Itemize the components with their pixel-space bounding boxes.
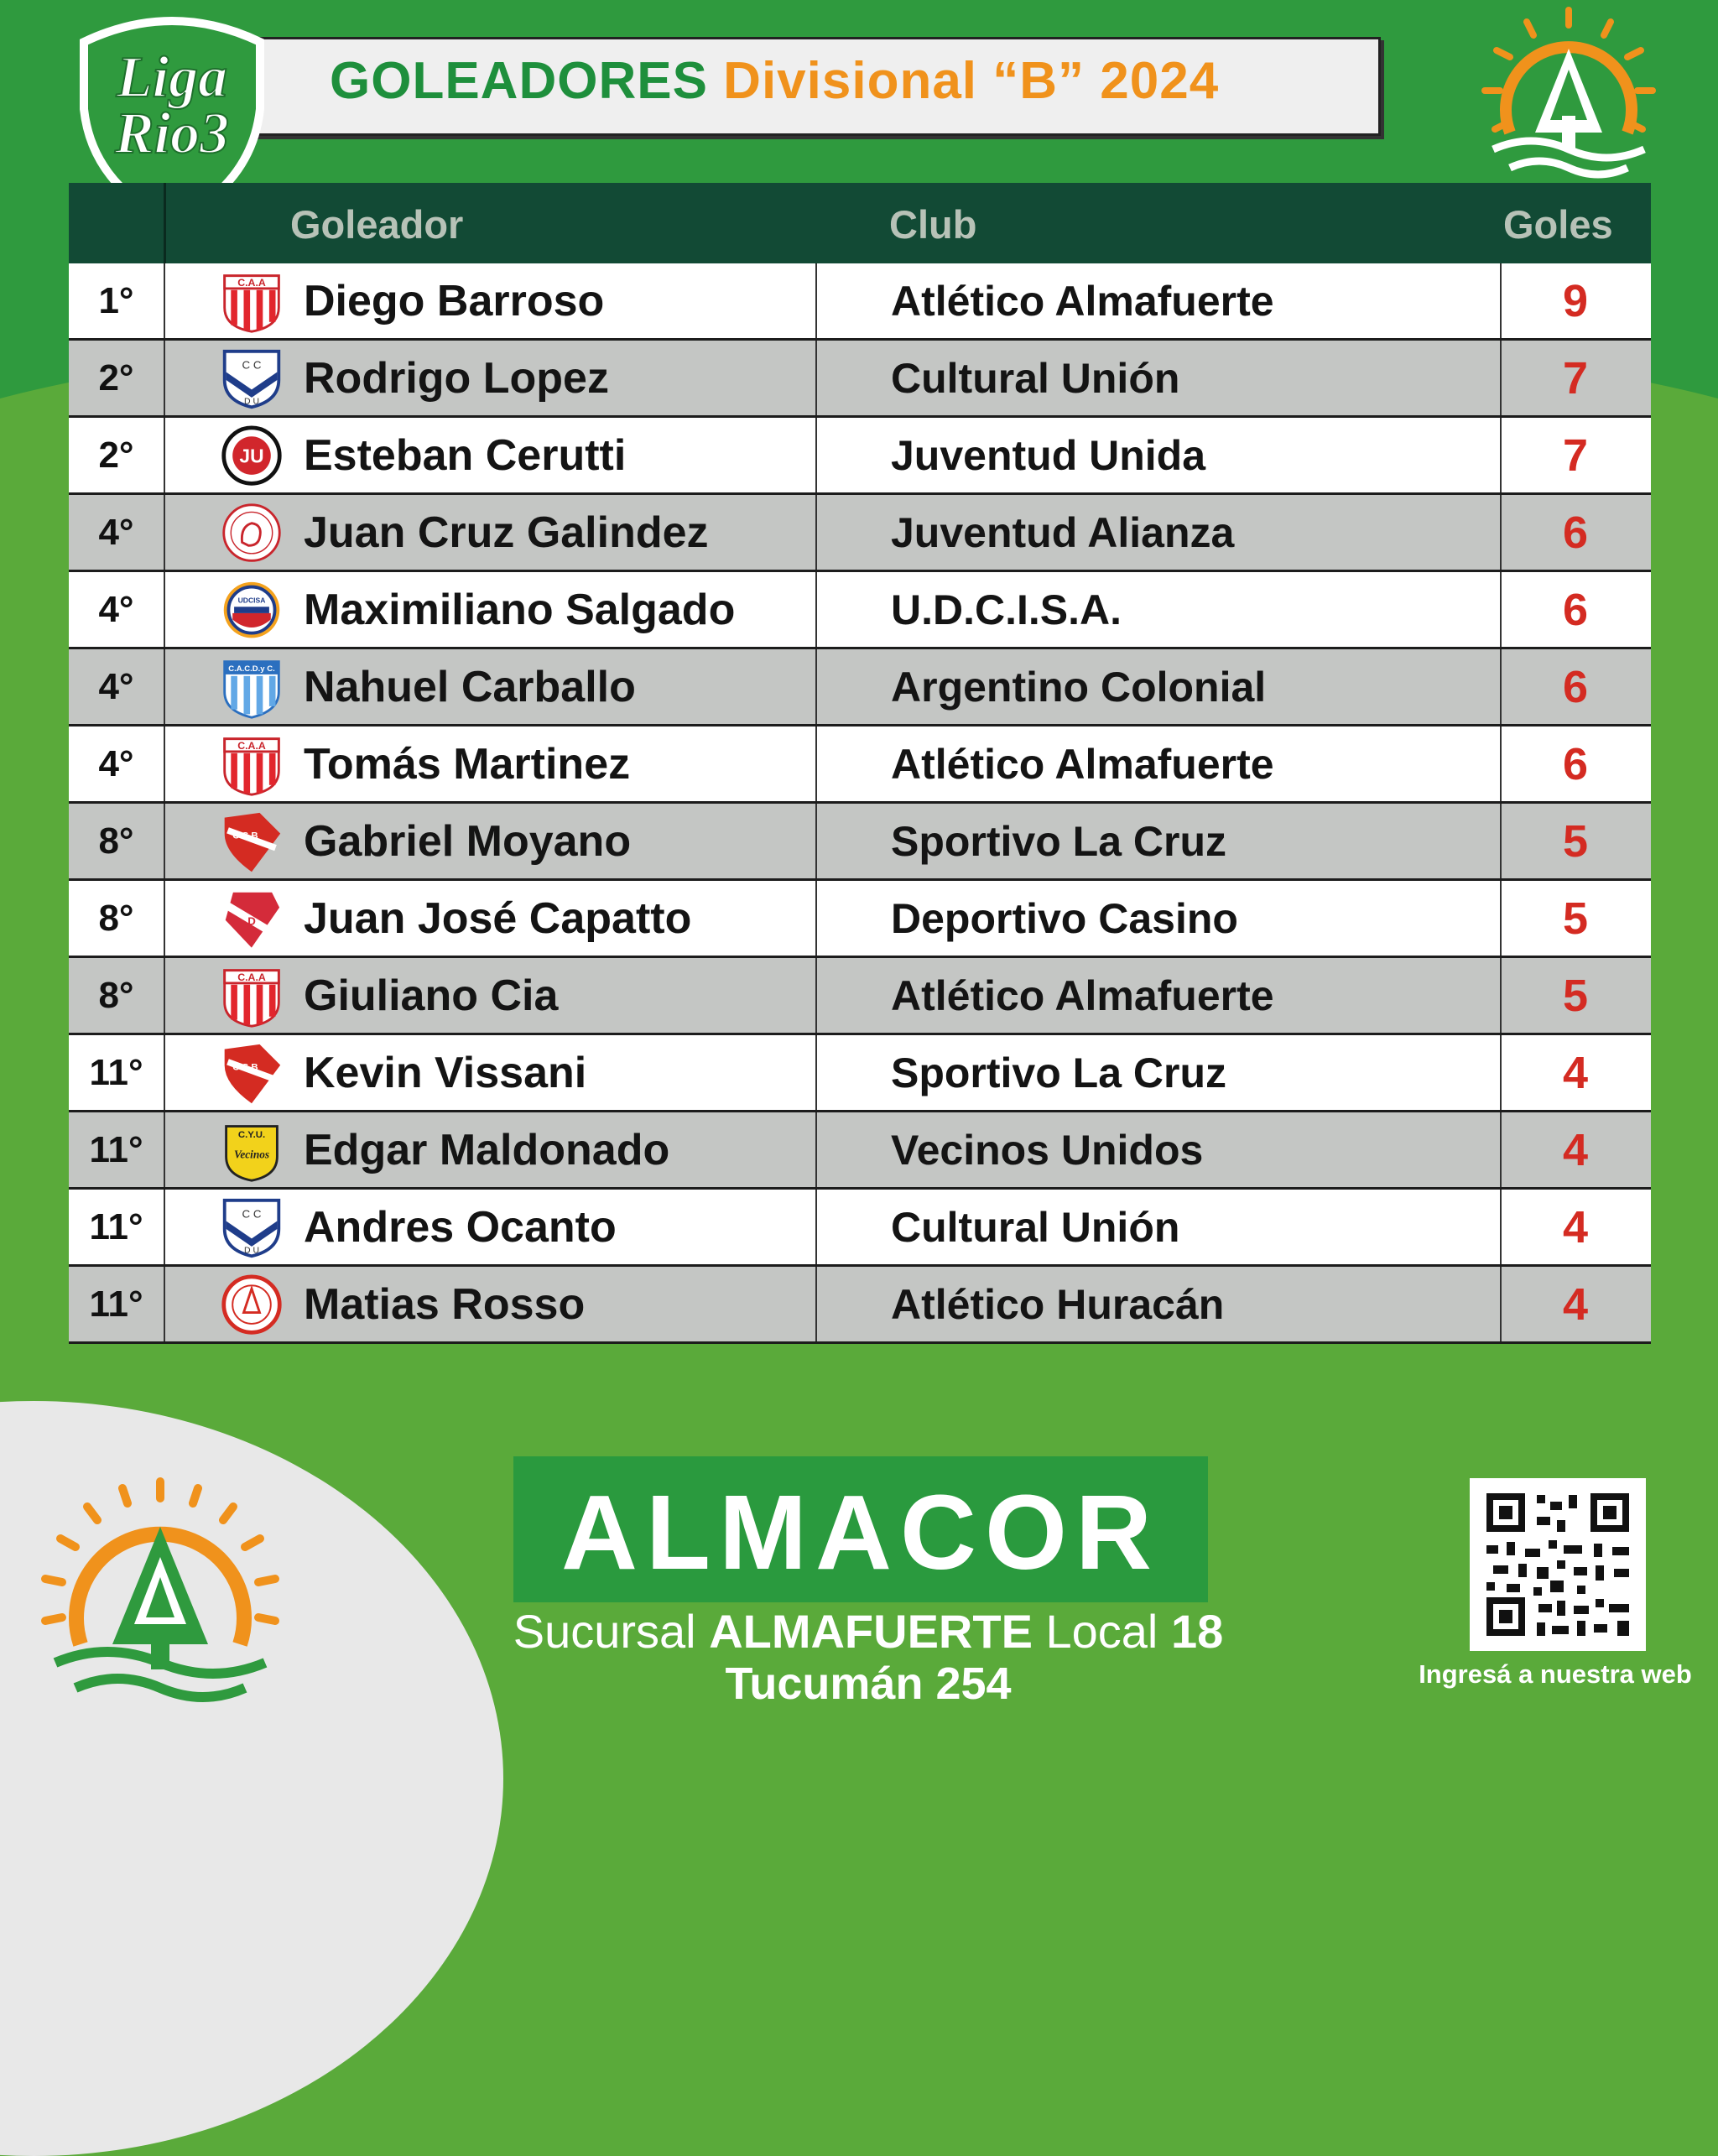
csblc-crest-icon [218,811,285,875]
sponsor-name: ALMACOR [561,1473,1160,1591]
csblc-crest-icon [218,1043,285,1107]
svg-text:C.A.A: C.A.A [237,277,266,289]
goals-count: 6 [1562,661,1589,712]
goals-count: 4 [1562,1124,1589,1175]
table-row [69,649,1651,726]
svg-text:C C: C C [242,1207,262,1221]
position: 11° [89,1051,143,1093]
club-name: Argentino Colonial [891,663,1267,711]
table-row [69,881,1651,958]
club-name: Atlético Almafuerte [891,277,1274,325]
table-row [69,1035,1651,1112]
club-name: Sportivo La Cruz [891,1049,1227,1096]
cacd-crest-icon [218,657,285,721]
svg-text:C.A.A: C.A.A [237,740,266,753]
branch-address: Tucumán 254 [725,1659,1012,1709]
svg-text:C.A.C.D.y C.: C.A.C.D.y C. [228,664,275,674]
player-name: Nahuel Carballo [304,662,636,711]
club-name: Atlético Almafuerte [891,740,1274,788]
goals-count: 7 [1562,352,1589,404]
player-name: Andres Ocanto [304,1202,617,1252]
goals-count: 6 [1562,738,1589,789]
player-name: Diego Barroso [304,276,605,325]
svg-text:JU: JU [239,445,264,467]
table-header [69,183,1651,263]
cyu-crest-icon [218,1120,285,1184]
svg-text:D U: D U [244,397,259,407]
goals-count: 7 [1562,430,1589,481]
position: 11° [89,1128,143,1170]
liga-logo-line1: Liga [116,45,228,110]
svg-text:D U: D U [244,1246,259,1256]
table-row [69,804,1651,881]
sun-tree-logo-bottom-icon [39,1476,282,1703]
table-row [69,418,1651,495]
position: 2° [98,434,134,476]
goals-count: 6 [1562,507,1589,558]
club-name: Vecinos Unidos [891,1126,1204,1174]
table-row [69,263,1651,341]
position: 4° [98,588,134,630]
position: 2° [98,357,134,398]
sun-tree-logo-icon [1476,7,1661,183]
branch-prefix: Sucursal [513,1605,696,1658]
huracan-crest-icon [218,1274,285,1338]
cdc-crest-icon [218,888,285,952]
qr-code-icon[interactable] [1470,1478,1646,1651]
title-main: GOLEADORES [330,52,708,110]
position: 8° [98,897,134,939]
svg-text:C.A.A: C.A.A [237,971,266,984]
player-name: Gabriel Moyano [304,816,632,866]
ju-crest-icon [218,425,285,489]
title-banner [252,37,1381,136]
column-header-goals: Goles [1503,202,1613,247]
club-name: Atlético Huracán [891,1280,1225,1328]
player-name: Matias Rosso [304,1279,586,1329]
table-row [69,572,1651,649]
club-name: Juventud Unida [891,431,1206,479]
table-row [69,341,1651,418]
page-title [330,51,1219,111]
column-header-player: Goleador [290,202,464,247]
goals-count: 5 [1562,970,1589,1021]
local-label: Local [1045,1605,1158,1658]
qr-caption: Ingresá a nuestra web [1419,1659,1692,1689]
position: 1° [98,279,134,321]
position: 4° [98,511,134,553]
table-row [69,1190,1651,1267]
goals-count: 4 [1562,1047,1589,1098]
goals-count: 4 [1562,1201,1589,1252]
player-name: Edgar Maldonado [304,1125,670,1174]
local-number: 18 [1170,1605,1224,1658]
ja-crest-icon [218,503,285,566]
svg-text:C.Y.U.: C.Y.U. [237,1129,266,1140]
svg-text:C S B: C S B [232,1062,258,1073]
player-name: Juan José Capatto [304,893,692,943]
ccdu-crest-icon [218,348,285,412]
caa-crest-icon [218,271,285,335]
club-name: Cultural Unión [891,1203,1180,1251]
club-name: Cultural Unión [891,354,1180,402]
scorers-table [69,183,1651,1344]
liga-logo-line2: Rio3 [114,102,230,166]
table-row [69,1112,1651,1190]
player-name: Tomás Martinez [304,739,631,789]
table-row [69,495,1651,572]
ccdu-crest-icon [218,1197,285,1261]
position: 4° [98,665,134,707]
svg-text:C S B: C S B [232,831,258,841]
goals-count: 4 [1562,1278,1589,1330]
club-name: Deportivo Casino [891,894,1238,942]
udcisa-crest-icon [218,580,285,643]
position: 8° [98,974,134,1016]
club-name: Juventud Alianza [891,508,1235,556]
player-name: Giuliano Cia [304,971,559,1020]
title-division: Divisional “B” 2024 [723,52,1220,110]
club-name: U.D.C.I.S.A. [891,586,1122,633]
svg-text:C C: C C [242,358,262,372]
player-name: Esteban Cerutti [304,430,627,480]
column-header-club: Club [889,202,977,247]
svg-text:Vecinos: Vecinos [233,1148,270,1161]
player-name: Maximiliano Salgado [304,585,736,634]
branch-info [491,1604,1246,1659]
player-name: Rodrigo Lopez [304,353,609,403]
sponsor-banner [513,1456,1208,1602]
table-row [69,726,1651,804]
table-row [69,1267,1651,1344]
caa-crest-icon [218,734,285,798]
table-row [69,958,1651,1035]
svg-text:UDCISA: UDCISA [237,596,266,605]
goals-count: 9 [1562,275,1589,326]
caa-crest-icon [218,966,285,1029]
player-name: Juan Cruz Galindez [304,508,709,557]
position: 11° [89,1206,143,1247]
position: 11° [89,1283,143,1325]
position: 4° [98,742,134,784]
player-name: Kevin Vissani [304,1048,587,1097]
goals-count: 6 [1562,584,1589,635]
goals-count: 5 [1562,893,1589,944]
svg-text:D: D [247,914,256,928]
club-name: Sportivo La Cruz [891,817,1227,865]
table-body [69,263,1651,1344]
goals-count: 5 [1562,815,1589,867]
position: 8° [98,820,134,862]
branch-name: ALMAFUERTE [709,1605,1033,1658]
club-name: Atlético Almafuerte [891,971,1274,1019]
